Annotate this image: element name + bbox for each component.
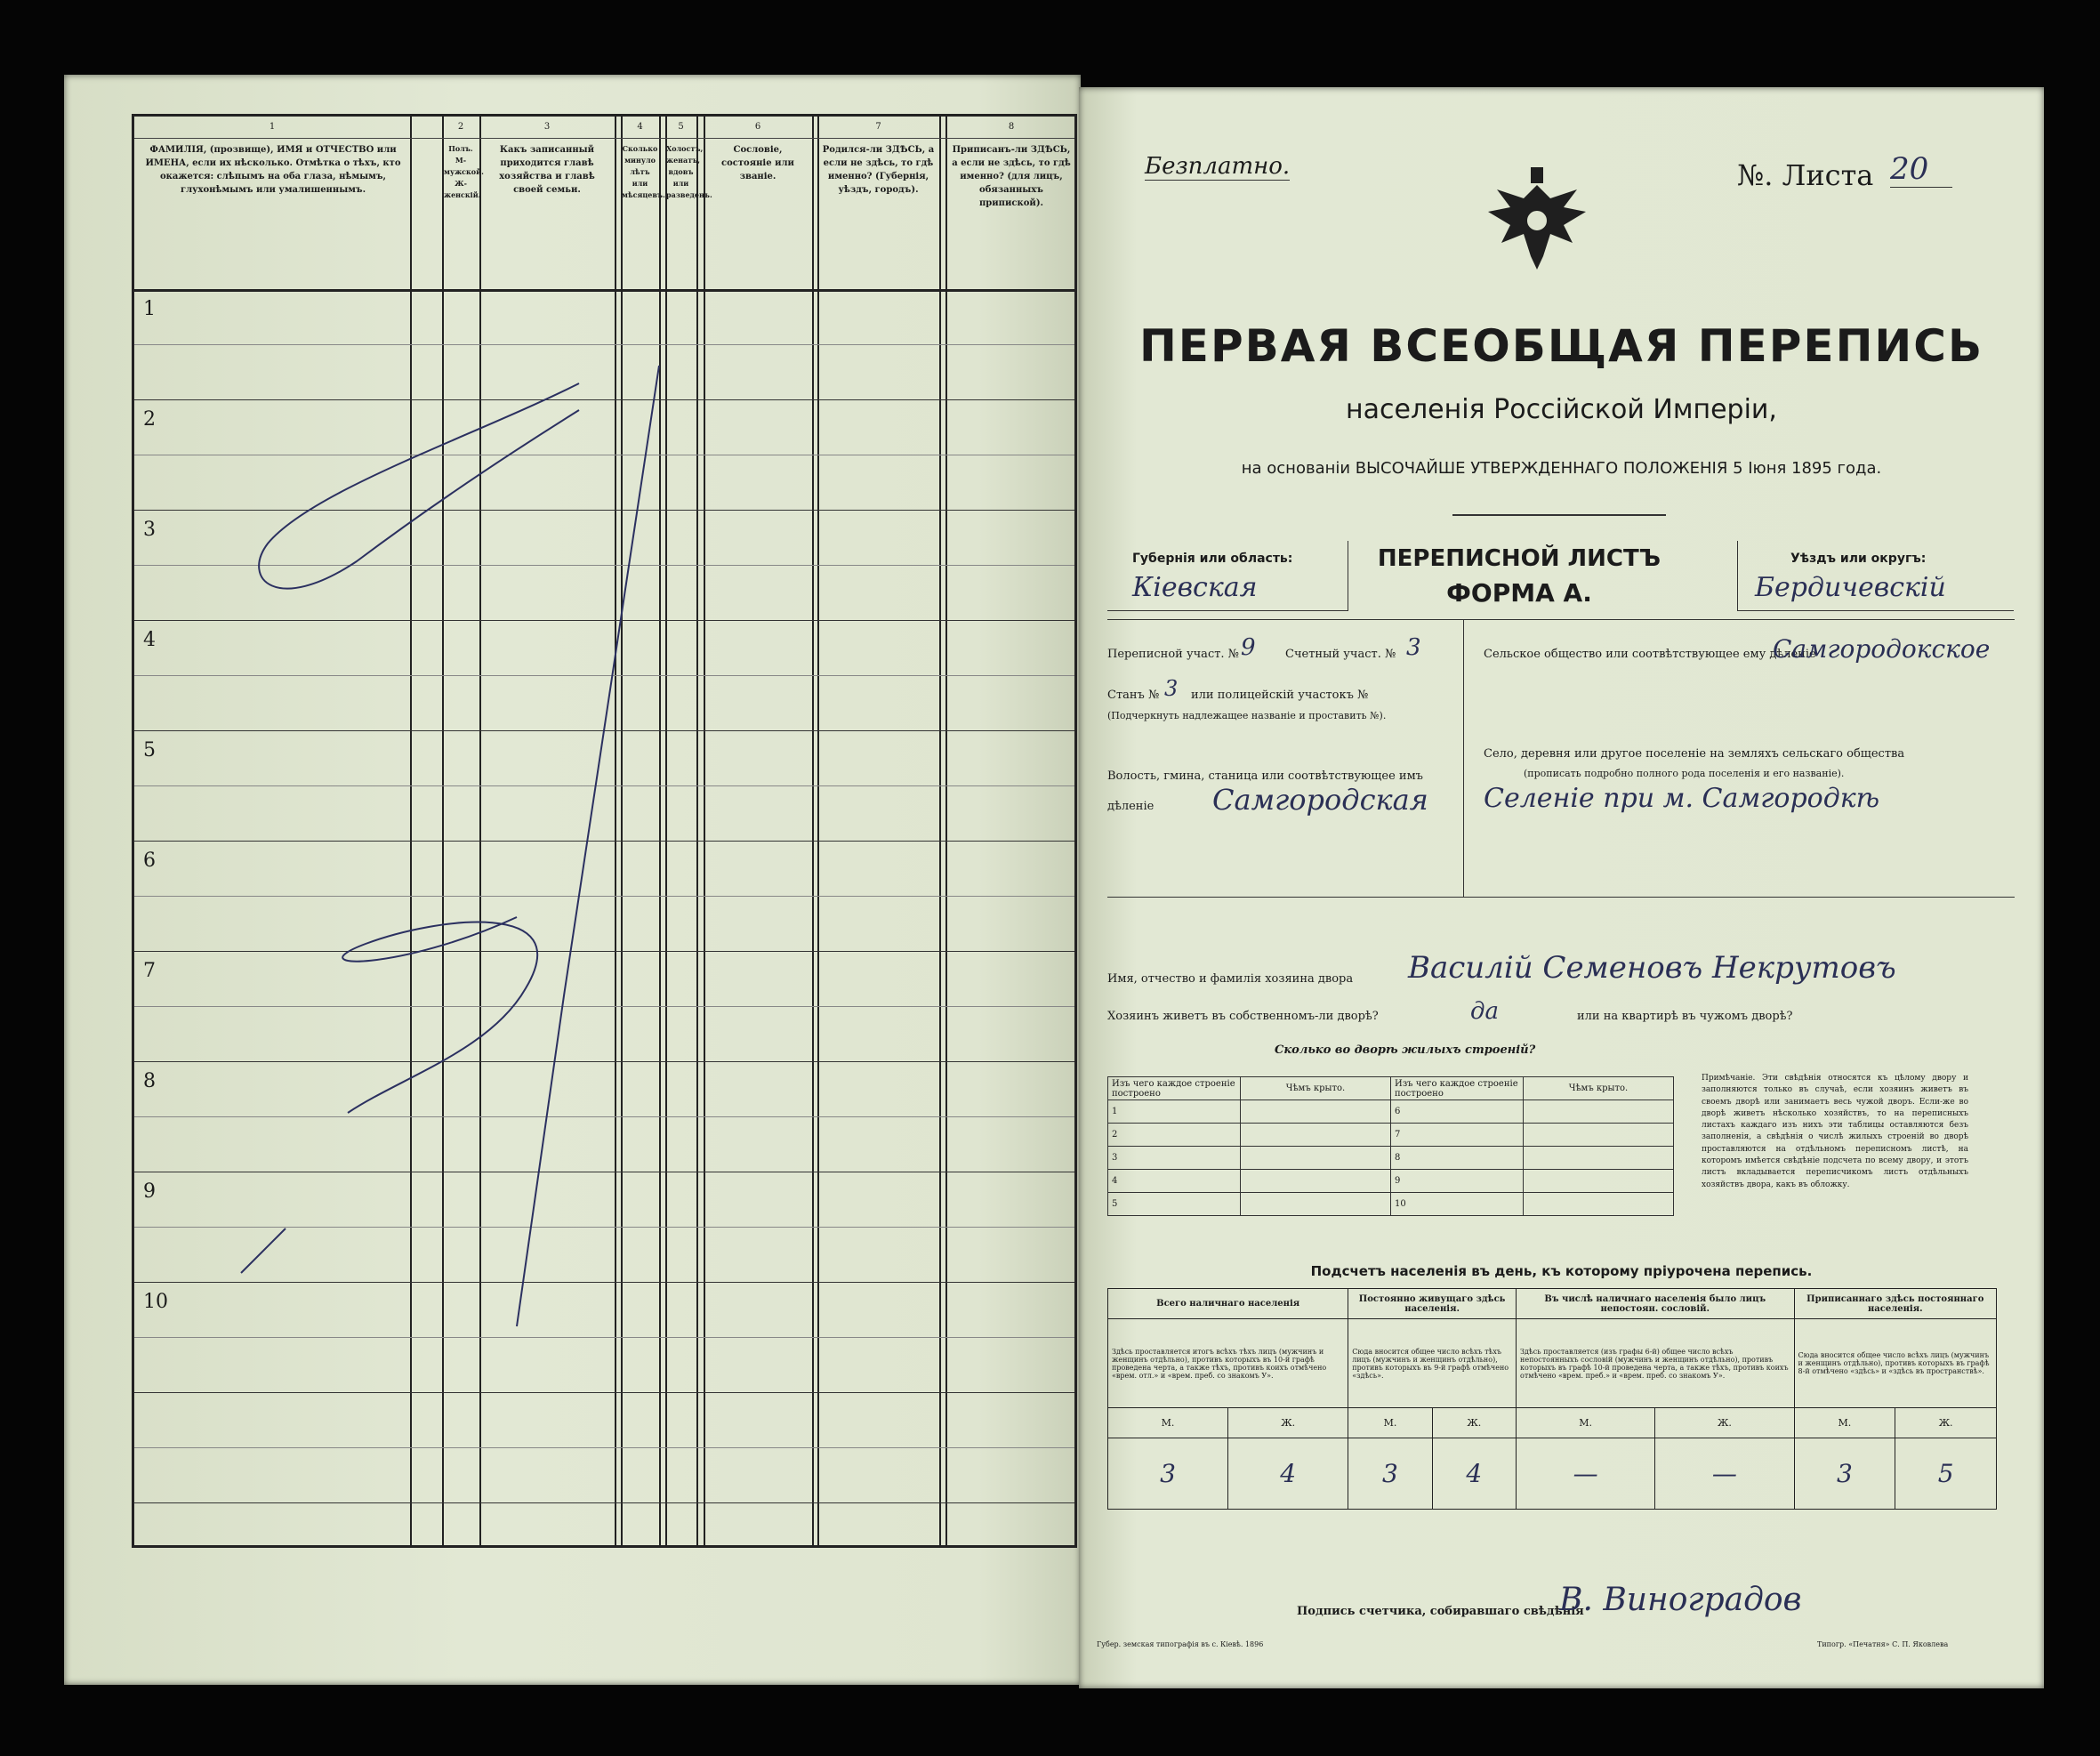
buildings-head-a: Изъ чего каждое строеніе построено [1108,1077,1241,1100]
footer-left: Губер. земская типографія въ с. Кіевѣ. 1896 [1097,1640,1264,1648]
village-label: Село, деревня или другое поселеніе на земляхъ сельскаго общества [1484,747,1905,761]
buildings-label: Сколько во дворѣ жилыхъ строеній? [1275,1043,1536,1057]
row-number: 8 [143,1070,156,1092]
col-num-2: 2 [457,122,464,132]
owner-label: Имя, отчество и фамилія хозяина двора [1107,972,1354,986]
pop-value: 4 [1228,1438,1348,1510]
col-head-2: Полъ. М-мужской. Ж-женскій. [444,144,484,199]
cancellation-stroke [134,117,1077,1549]
col-num-1: 1 [269,122,276,132]
footer-right: Типогр. «Печатня» С. П. Яковлева [1817,1640,1949,1648]
census-area-label: Переписной участ. № [1107,648,1239,661]
buildings-row: 10 [1391,1193,1524,1216]
police-label: или полицейскій участокъ № [1191,689,1369,702]
pop-header: Въ числѣ наличнаго населенія было лицъ непостоян. сословій. [1517,1289,1795,1319]
row-number: 6 [143,850,156,872]
note-text: Примѣчаніе. Эти свѣдѣнія относятся къ цѣлому двору и заполняются только въ случаѣ, если хозяинъ живетъ въ своемъ дворѣ или занимаетъ весь чужой дворъ. Если-же во дворѣ живетъ нѣсколько хозяйствъ, то на переписныхъ листахъ каждаго изъ нихъ эти таблицы оставляются безъ заполненія, а свѣдѣнія о числѣ жилыхъ строеній во дворѣ проставляются на отдѣльномъ переписномъ листѣ, на которомъ имѣется свѣдѣніе подсчета по всему двору, и этотъ листъ вкладывается переписчикомъ листъ отдѣльныхъ хозяйствъ двора, какъ въ обложку. [1702,1074,1968,1189]
buildings-head-b: Чѣмъ крыто. [1524,1077,1674,1100]
right-page [1079,87,2044,1688]
row-number: 10 [143,1291,168,1313]
rural-society-value: Самгородокское [1773,634,1991,664]
own-house-value: да [1470,998,1499,1025]
buildings-head-a: Изъ чего каждое строеніе построено [1391,1077,1524,1100]
row-number: 7 [143,960,156,982]
rural-society-label: Сельское общество или соотвѣтствующее ему дѣленіе [1484,648,1816,661]
sheet-number-label: №. Листа [1737,158,1874,192]
row-number: 3 [143,519,156,541]
pop-value: 3 [1108,1438,1228,1510]
buildings-row: 6 [1391,1100,1524,1124]
province-label: Губернія или область: [1132,552,1293,566]
col-num-8: 8 [1008,122,1015,132]
sex-label: Ж. [1228,1408,1348,1438]
district-label: Уѣздъ или округъ: [1790,552,1927,566]
rented-label: или на квартирѣ въ чужомъ дворѣ? [1577,1010,1793,1023]
own-house-label: Хозяинъ живетъ въ собственномъ-ли дворѣ? [1107,1010,1379,1023]
pop-value: — [1655,1438,1794,1510]
count-area-label: Счетный участ. № [1285,648,1396,661]
col-head-4: Сколько минуло лѣтъ или мѣсяцевъ. [622,144,665,199]
sex-label: Ж. [1432,1408,1516,1438]
sex-label: М. [1108,1408,1228,1438]
census-basis: на основаніи ВЫСОЧАЙШЕ УТВЕРЖДЕННАГО ПОЛОЖЕНІЯ 5 Іюня 1895 года. [1241,459,1882,478]
pop-value: 3 [1348,1438,1432,1510]
volost-value: Самгородская [1212,783,1428,817]
imperial-eagle-emblem [1470,149,1604,283]
buildings-row: 8 [1391,1147,1524,1170]
sex-label: М. [1794,1408,1895,1438]
buildings-row: 2 [1108,1124,1241,1147]
stan-label: Станъ № [1107,689,1160,702]
signature-value: В. Виноградов [1559,1582,1802,1618]
row-number: 1 [143,298,156,320]
divider [1452,514,1666,516]
col-num-3: 3 [543,122,551,132]
pop-description: Здѣсь проставляется итогъ всѣхъ тѣхъ лицъ (мужчинъ и женщинъ отдѣльно), противъ которыхъ въ 10-й графѣ проведена черта, а также тѣхъ, противъ коихъ отмѣчено «врем. отл.» и «врем. преб. со знакомъ У». [1108,1319,1348,1408]
pop-value: 3 [1794,1438,1895,1510]
buildings-table-left [1107,1076,1391,1216]
form-subtitle: ФОРМА А. [1446,578,1592,608]
col-num-5: 5 [678,122,684,132]
signature-label: Подпись счетчика, собиравшаго свѣдѣнія [1297,1605,1584,1618]
population-title: Подсчетъ населенія въ день, къ которому пріурочена перепись. [1310,1263,1813,1279]
col-head-1: ФАМИЛІЯ, (прозвище), ИМЯ и ОТЧЕСТВО или ИМЕНА, если их нѣсколько. Отмѣтка о тѣхъ, кто окажется: слѣпымъ на оба глаза, нѣмымъ, глухонѣмымъ или умалишеннымъ. [145,145,401,195]
buildings-row: 4 [1108,1170,1241,1193]
buildings-table-right [1390,1076,1674,1216]
pop-description: Здѣсь проставляется (изъ графы 6-й) общее число всѣхъ непостоянныхъ сословій (мужчинъ и женщинъ отдѣльно), противъ которыхъ въ графѣ 10-й проведена черта, а также тѣхъ, противъ коихъ отмѣчено «врем. преб.» и «врем. преб. со знакомъ У». [1517,1319,1795,1408]
owner-value: Василій Семеновъ Некрутовъ [1408,950,1896,986]
census-area-value: 9 [1241,634,1256,661]
village-value: Селеніе при м. Самгородкѣ [1484,783,1880,814]
col-head-6: Сословіе, состояніе или званіе. [721,145,794,181]
row-number: 2 [143,408,156,431]
col-num-7: 7 [875,122,881,132]
stan-value: 3 [1164,676,1179,701]
left-page [64,75,1081,1685]
province-value: Кіевская [1132,572,1258,603]
village-note: (прописать подробно полного рода поселенія и его названіе). [1524,768,1845,779]
buildings-row: 1 [1108,1100,1241,1124]
col-num-6: 6 [754,122,761,132]
population-table [1107,1288,1997,1510]
sex-label: М. [1517,1408,1655,1438]
census-subtitle: населенія Россійской Имперіи, [1346,394,1777,425]
sex-label: Ж. [1655,1408,1794,1438]
col-head-3: Какъ записанный приходится главѣ хозяйства и главѣ своей семьи. [499,145,595,195]
pop-description: Сюда вносится общее число всѣхъ тѣхъ лицъ (мужчинъ и женщинъ отдѣльно), противъ которыхъ въ 9-й графѣ отмѣчено «здѣсь». [1348,1319,1517,1408]
pop-header: Постоянно живущаго здѣсь населенія. [1348,1289,1517,1319]
pop-value: 5 [1895,1438,1997,1510]
row-number: 9 [143,1180,156,1203]
col-head-5: Холостъ, женатъ, вдовъ или разведенъ. [666,144,712,199]
buildings-head-b: Чѣмъ крыто. [1241,1077,1391,1100]
pop-value: — [1517,1438,1655,1510]
pop-value: 4 [1432,1438,1516,1510]
pop-description: Сюда вносится общее число всѣхъ лицъ (мужчинъ и женщинъ отдѣльно), противъ которыхъ въ графѣ 8-й отмѣчено «здѣсь» и «здѣсь въ пространствѣ». [1794,1319,1996,1408]
col-head-7: Родился-ли ЗДѢСЬ, а если не здѣсь, то гдѣ именно? (Губернія, уѣздъ, городъ). [822,145,935,195]
row-number: 4 [143,629,156,651]
sex-label: М. [1348,1408,1432,1438]
volost-label: Волость, гмина, станица или соотвѣтствующее имъ дѣленіе [1107,769,1423,813]
census-title: ПЕРВАЯ ВСЕОБЩАЯ ПЕРЕПИСЬ [1139,320,1984,372]
district-value: Бердичевскій [1755,572,1946,603]
form-title: ПЕРЕПИСНОЙ ЛИСТЪ [1377,545,1661,572]
underline-note: (Подчеркнуть надлежащее названіе и проставить №). [1107,710,1387,721]
col-num-4: 4 [637,122,643,132]
pop-header: Всего наличнаго населенія [1108,1289,1348,1319]
buildings-row: 7 [1391,1124,1524,1147]
buildings-row: 3 [1108,1147,1241,1170]
pop-header: Приписаннаго здѣсь постояннаго населенія. [1794,1289,1996,1319]
free-label: Безплатно. [1145,153,1291,180]
sex-label: Ж. [1895,1408,1997,1438]
col-head-8: Приписанъ-ли ЗДѢСЬ, а если не здѣсь, то гдѣ именно? (для лицъ, обязанныхъ припиской). [952,145,1071,208]
person-table [132,114,1077,1548]
buildings-row: 9 [1391,1170,1524,1193]
sheet-number: 20 [1890,151,1952,188]
buildings-row: 5 [1108,1193,1241,1216]
row-number: 5 [143,739,156,761]
count-area-value: 3 [1406,634,1421,661]
